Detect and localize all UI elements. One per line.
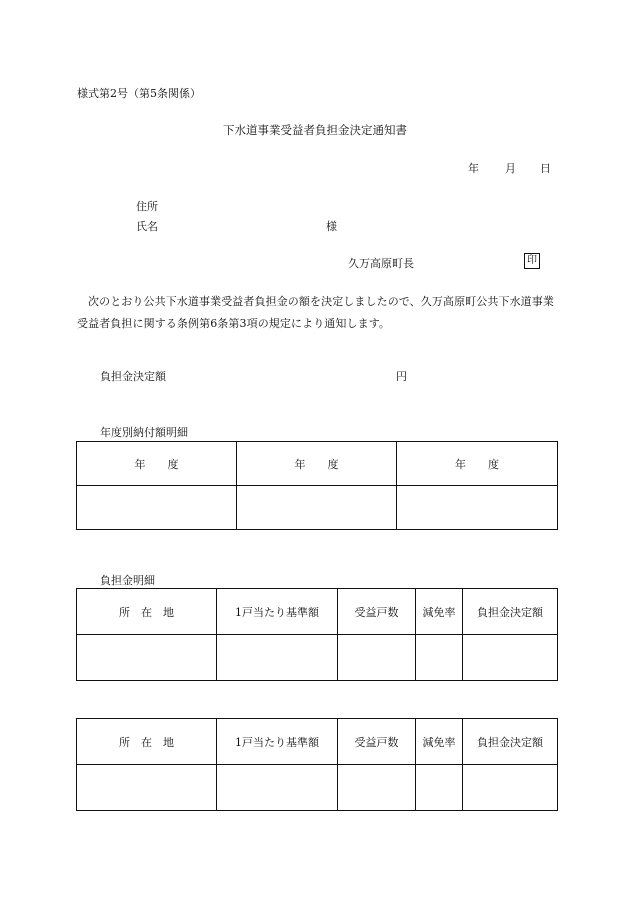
table-cell — [77, 635, 217, 681]
header-cell: 減免率 — [416, 589, 463, 635]
detail-section-label: 負担金明細 — [100, 574, 155, 587]
header-cell: 年 度 — [397, 442, 558, 486]
amount-unit: 円 — [396, 370, 407, 383]
header-cell: 1戸当たり基準額 — [217, 719, 338, 765]
table-cell — [397, 486, 558, 530]
table-row — [77, 486, 558, 530]
honorific: 様 — [326, 220, 337, 233]
charge-detail-table-2 — [76, 718, 558, 811]
table-cell — [217, 765, 338, 811]
table-row — [77, 635, 558, 681]
header-cell: 減免率 — [416, 719, 463, 765]
document-title: 下水道事業受益者負担金決定通知書 — [223, 123, 407, 137]
form-number: 様式第2号（第5条関係） — [77, 87, 201, 100]
table-header-row — [77, 589, 558, 635]
table-cell — [237, 486, 397, 530]
table-cell — [463, 765, 558, 811]
header-cell: 所 在 地 — [77, 589, 217, 635]
address-label: 住所 — [136, 200, 158, 213]
header-cell: 負担金決定額 — [463, 589, 558, 635]
notification-body: 次のとおり公共下水道事業受益者負担金の額を決定しましたので、久万高原町公共下水道事業受益者負担に関する条例第6条第3項の規定により通知します。 — [77, 295, 554, 330]
charge-detail-table — [76, 588, 558, 681]
date-month-label: 月 — [505, 162, 516, 175]
table-header-row — [77, 442, 558, 486]
table-cell — [217, 635, 338, 681]
header-cell: 年 度 — [237, 442, 397, 486]
table-cell — [338, 765, 416, 811]
table-cell — [416, 765, 463, 811]
issuer-title: 久万高原町長 — [348, 257, 414, 270]
header-cell: 1戸当たり基準額 — [217, 589, 338, 635]
amount-label: 負担金決定額 — [100, 370, 166, 383]
date-day-label: 日 — [540, 162, 551, 175]
table-cell — [416, 635, 463, 681]
table-cell — [77, 486, 237, 530]
table-cell — [463, 635, 558, 681]
table-header-row — [77, 719, 558, 765]
name-label: 氏名 — [136, 220, 158, 233]
header-cell: 年 度 — [77, 442, 237, 486]
annual-section-label: 年度別納付額明細 — [100, 426, 188, 439]
header-cell: 負担金決定額 — [463, 719, 558, 765]
header-cell: 受益戸数 — [338, 589, 416, 635]
seal-stamp: 印 — [524, 253, 540, 269]
header-cell: 所 在 地 — [77, 719, 217, 765]
date-year-label: 年 — [468, 162, 479, 175]
table-cell — [77, 765, 217, 811]
table-cell — [338, 635, 416, 681]
annual-payment-table — [76, 441, 558, 530]
header-cell: 受益戸数 — [338, 719, 416, 765]
table-row — [77, 765, 558, 811]
